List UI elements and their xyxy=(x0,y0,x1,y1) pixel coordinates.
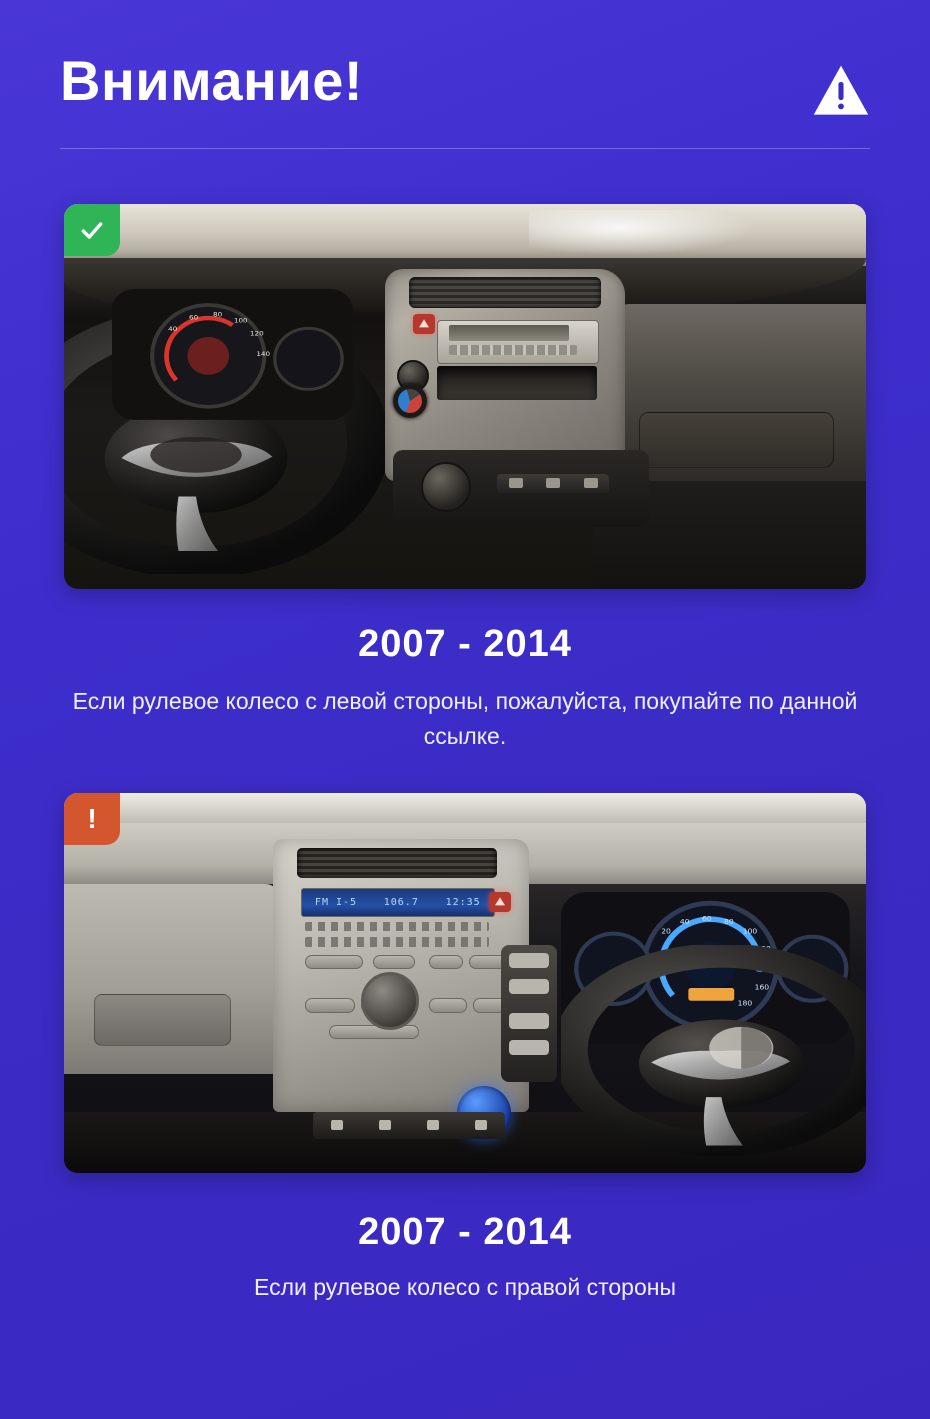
climate-temperature-knob xyxy=(393,384,427,418)
warning-triangle-icon xyxy=(812,62,870,120)
passenger-dash-panel xyxy=(64,884,281,1074)
lhd-years: 2007 - 2014 xyxy=(358,623,572,665)
radio-display xyxy=(449,325,569,340)
radio-lcd-display xyxy=(301,888,495,917)
lhd-caption xyxy=(0,623,930,753)
page-header xyxy=(0,0,930,120)
lhd-dashboard-card[interactable] xyxy=(64,204,866,589)
svg-text:140: 140 xyxy=(256,349,271,358)
svg-text:60: 60 xyxy=(189,313,199,322)
console-storage-pocket xyxy=(437,366,597,401)
glovebox xyxy=(639,412,833,468)
lcd-band-label: FM I-5 xyxy=(314,896,358,908)
windshield xyxy=(64,204,866,266)
radio-select-knob xyxy=(361,972,419,1030)
climate-ac-button xyxy=(509,1013,549,1028)
radio-button-romasel xyxy=(305,955,363,970)
recirculation-button xyxy=(546,478,560,488)
radio-button-cd xyxy=(429,955,463,970)
climate-mode-knob xyxy=(421,462,471,512)
svg-text:140: 140 xyxy=(761,963,777,973)
rhd-dashboard-card[interactable] xyxy=(64,793,866,1173)
rear-defog-button xyxy=(584,478,598,488)
windshield xyxy=(64,793,866,827)
climate-recirculation-button xyxy=(509,1040,549,1055)
lhd-dashboard-illustration xyxy=(64,204,866,589)
rhd-dashboard-illustration xyxy=(64,793,866,1173)
instrument-cluster-left xyxy=(112,289,353,420)
check-icon xyxy=(79,217,105,243)
svg-text:40: 40 xyxy=(168,325,178,333)
page-title: Внимание! xyxy=(60,49,364,112)
radio-button-track xyxy=(429,998,467,1013)
ac-button xyxy=(509,478,523,488)
center-air-vent xyxy=(409,277,601,308)
svg-text:40: 40 xyxy=(680,917,690,926)
status-badge-warning xyxy=(64,793,120,845)
header-divider xyxy=(60,148,870,149)
svg-text:160: 160 xyxy=(754,982,770,992)
radio-function-row xyxy=(305,937,489,946)
svg-text:100: 100 xyxy=(234,316,248,325)
rhd-caption xyxy=(0,1211,930,1305)
lhd-description: Если рулевое колесо с левой стороны, пожалуйста, покупайте по данной ссылке. xyxy=(72,688,858,749)
steering-wheel-right xyxy=(561,945,866,1165)
radio-button-flat xyxy=(329,1025,419,1039)
svg-text:120: 120 xyxy=(250,329,264,338)
climate-button-strip xyxy=(497,474,609,493)
mirror-switch xyxy=(331,1120,343,1130)
seat-heater-switch xyxy=(427,1120,439,1130)
svg-text:180: 180 xyxy=(737,998,753,1008)
radio-button-aux xyxy=(373,955,415,970)
rhd-description: Если рулевое колесо с правой стороны xyxy=(254,1274,676,1300)
center-air-vent xyxy=(297,848,498,878)
climate-fan-up-button xyxy=(509,953,549,968)
svg-text:20: 20 xyxy=(661,926,672,936)
lcd-clock: 12:35 xyxy=(445,896,481,908)
hazard-light-button xyxy=(413,314,435,334)
climate-fan-down-button xyxy=(509,979,549,994)
traction-switch xyxy=(379,1120,391,1130)
lcd-frequency: 106.7 xyxy=(383,896,419,908)
radio-preset-row xyxy=(305,922,489,931)
hazard-light-button xyxy=(489,892,511,912)
svg-text:60: 60 xyxy=(702,913,712,923)
exclamation-icon: ! xyxy=(87,803,97,834)
svg-text:80: 80 xyxy=(724,917,735,926)
svg-text:100: 100 xyxy=(742,926,758,936)
aux-switch xyxy=(475,1120,487,1130)
svg-text:80: 80 xyxy=(213,310,223,319)
radio-button-row xyxy=(449,345,577,355)
rhd-years: 2007 - 2014 xyxy=(358,1211,572,1253)
radio-button-rpt xyxy=(305,998,355,1013)
lower-switch-panel xyxy=(313,1112,505,1139)
svg-text:120: 120 xyxy=(756,944,772,953)
status-badge-ok xyxy=(64,204,120,256)
